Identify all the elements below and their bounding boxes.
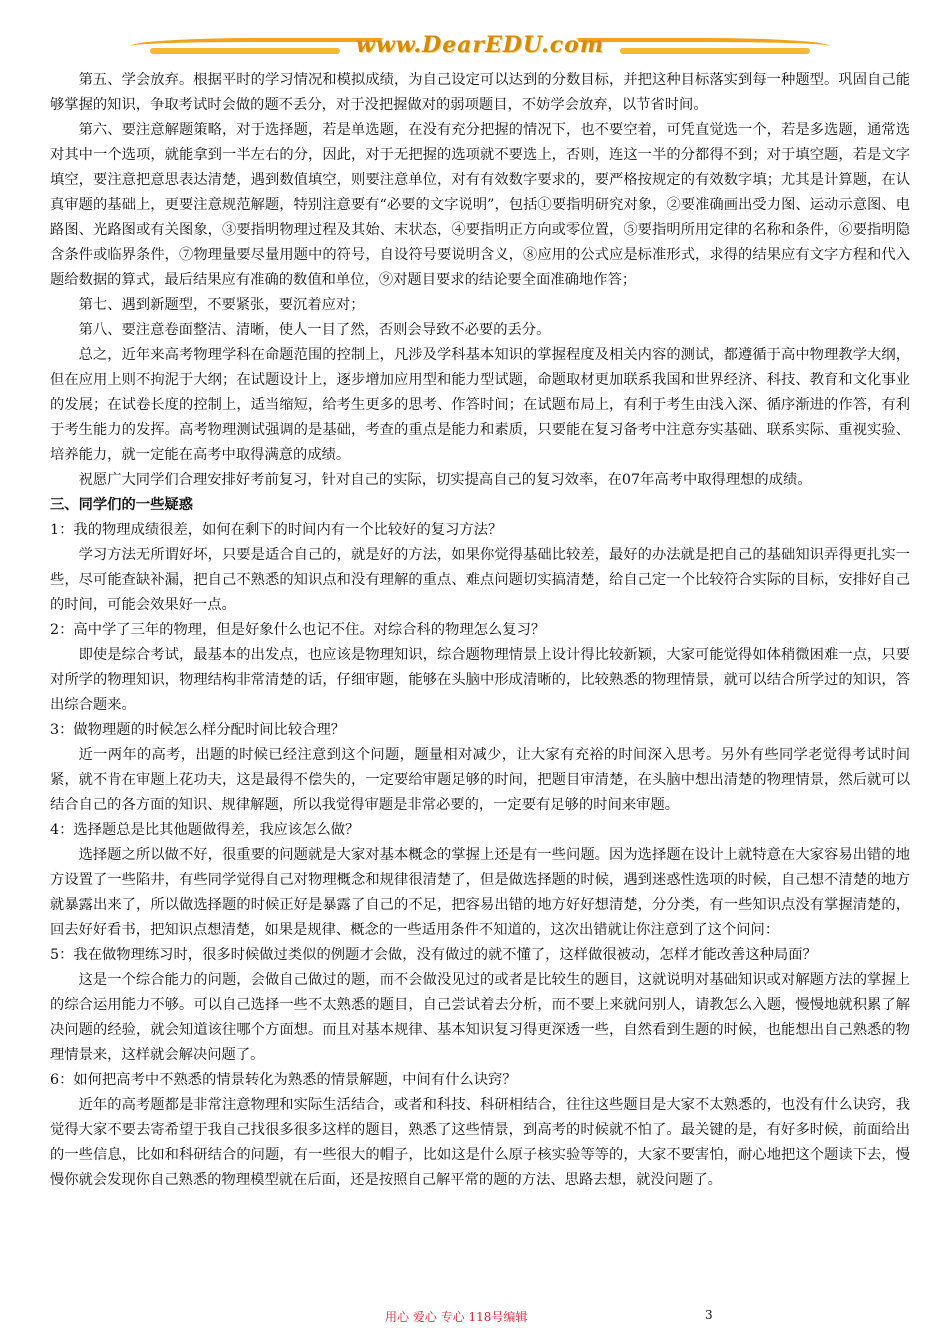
question-line: 6：如何把高考中不熟悉的情景转化为熟悉的情景解题，中间有什么诀窍？ [50, 1072, 517, 1088]
paragraph: 这是一个综合能力的问题，会做自己做过的题，而不会做没见过的或者是比较生的题目，这就说明对基础知识或对解题方法的掌握上的综合运用能力不够。可以自己选择一些不太熟悉的题目，自己尝试着去分析，而不要上来就问别人，请教怎么入题，慢慢地就积累了解决问题的经验，就会知道该往哪个方面想。而且对基本规律、基本知识复习得更深透一些，自然看到生题的时候，也能想出自己熟悉的物理情景来，这样就会解决问题了。 [50, 972, 910, 1063]
page-footer [0, 1308, 950, 1328]
paragraph: 总之，近年来高考物理学科在命题范围的控制上，凡涉及学科基本知识的掌握程度及相关内容的测试，都遵循于高中物理教学大纲，但在应用上则不拘泥于大纲；在试题设计上，逐步增加应用型和能力型试题，命题取材更加联系我国和世界经济、科技、教育和文化事业的发展；在试卷长度的控制上，适当缩短，给考生更多的思考、作答时间；在试题布局上，有利于考生由浅入深、循序渐进的作答，有利于考生能力的发挥。高考物理测试强调的是基础，考查的重点是能力和素质，只要能在复习备考中注意夯实基础、联系实际、重视实验、培养能力，就一定能在高考中取得满意的成绩。 [50, 347, 910, 463]
paragraph: 第七、遇到新题型，不要紧张，要沉着应对； [78, 297, 365, 313]
question-line: 5：我在做物理练习时，很多时候做过类似的例题才会做，没有做过的就不懂了，这样做很被动，怎样才能改善这种局面？ [50, 947, 817, 963]
question-line: 4：选择题总是比其他题做得差，我应该怎么做？ [50, 822, 360, 838]
paragraph: 祝愿广大同学们合理安排好考前复习，针对自己的实际，切实提高自己的复习效率，在07年高考中取得理想的成绩。 [78, 472, 812, 488]
question-line: 1：我的物理成绩很差，如何在剩下的时间内有一个比较好的复习方法？ [50, 522, 503, 538]
paragraph: 即使是综合考试，最基本的出发点，也应该是物理知识，综合题物理情景上设计得比较新颖，大家可能觉得如体稍微困难一点，只要对所学的物理知识，物理结构非常清楚的话，仔细审题，能够在头脑中形成清晰的，比较熟悉的物理情景，就可以结合所学过的知识，答出综合题来。 [50, 647, 910, 713]
site-header [130, 30, 830, 70]
paragraph: 近一两年的高考，出题的时候已经注意到这个问题，题量相对减少，让大家有充裕的时间深入思考。另外有些同学老觉得考试时间紧，就不肯在审题上花功夫，这是最得不偿失的，一定要给审题足够的时间，把题目审清楚，在头脑中想出清楚的物理情景，然后就可以结合自己的各方面的知识、规律解题，所以我觉得审题是非常必要的，一定要有足够的时间来审题。 [50, 747, 910, 813]
paragraph: 近年的高考题都是非常注意物理和实际生活结合，或者和科技、科研相结合，往往这些题目是大家不太熟悉的，也没有什么诀窍，我觉得大家不要去寄希望于我自己找很多很多这样的题目，熟悉了这些情景，到高考的时候就不怕了。最关键的是，有好多时候，前面给出的一些信息，比如和科研结合的问题，有一些很大的帽子，比如这是什么原子核实验等等的，大家不要害怕，耐心地把这个题读下去，慢慢你就会发现你自己熟悉的物理模型就在后面，还是按照自己解平常的题的方法、思路去想，就没问题了。 [50, 1097, 910, 1188]
footer-tagline: 用心 爱心 专心 118号编辑 [385, 1310, 528, 1324]
paragraph: 第八、要注意卷面整洁、清晰，使人一目了然，否则会导致不必要的丢分。 [78, 322, 551, 338]
paragraph: 第五、学会放弃。根据平时的学习情况和模拟成绩，为自己设定可以达到的分数目标，并把这种目标落实到每一种题型。巩固自己能够掌握的知识，争取考试时会做的题不丢分，对于没把握做对的弱项题目，不妨学会放弃，以节省时间。 [50, 72, 910, 113]
question-line: 3：做物理题的时候怎么样分配时间比较合理？ [50, 722, 346, 738]
section-heading: 三、同学们的一些疑惑 [50, 497, 193, 513]
question-line: 2：高中学了三年的物理，但是好象什么也记不住。对综合科的物理怎么复习？ [50, 622, 546, 638]
page-number: 3 [705, 1308, 713, 1322]
paragraph: 第六、要注意解题策略，对于选择题，若是单选题，在没有充分把握的情况下，也不要空着，可凭直觉选一个，若是多选题，通常选对其中一个选项，就能拿到一半左右的分，因此，对于无把握的选项就不要选上，否则，连这一半的分都得不到；对于填空题，若是文字填空，要注意把意思表达清楚，遇到数值填空，则要注意单位，对有有效数字要求的，要严格按规定的有效数字填；尤其是计算题，在认真审题的基础上，更要注意规范解题，特别注意要有“必要的文字说明”，包括①要指明研究对象，②要准确画出受力图、运动示意图、电路图、光路图或有关图象，③要指明物理过程及其始、末状态，④要指明正方向或零位置，⑤要指明所用定律的名称和条件，⑥要指明隐含条件或临界条件，⑦物理量要尽量用题中的符号，自设符号要说明含义，⑧应用的公式应是标准形式，求得的结果应有文字方程和代入题给数据的算式，最后结果应有准确的数值和单位，⑨对题目要求的结论要全面准确地作答； [50, 122, 910, 288]
paragraph: 学习方法无所谓好坏，只要是适合自己的，就是好的方法，如果你觉得基础比较差，最好的办法就是把自己的基础知识弄得更扎实一些，尽可能查缺补漏，把自己不熟悉的知识点和没有理解的重点、难点问题切实搞清楚，给自己定一个比较符合实际的目标，安排好自己的时间，可能会效果好一点。 [50, 547, 910, 613]
document-body [50, 68, 910, 1193]
site-url: www.DearEDU.com [355, 32, 605, 58]
paragraph: 选择题之所以做不好，很重要的问题就是大家对基本概念的掌握上还是有一些问题。因为选择题在设计上就特意在大家容易出错的地方设置了一些陷井，有些同学觉得自己对物理概念和规律很清楚了，但是做选择题的时候，遇到迷惑性选项的时候，自己想不清楚的地方就暴露出来了，所以做选择题的时候正好是暴露了自己的不足，把容易出错的地方好好想清楚，分分类，有一些知识点没有掌握清楚的，回去好好看书，把知识点想清楚，如果是规律、概念的一些适用条件不知道的，这次出错就让你注意到了这个问问： [50, 847, 910, 938]
